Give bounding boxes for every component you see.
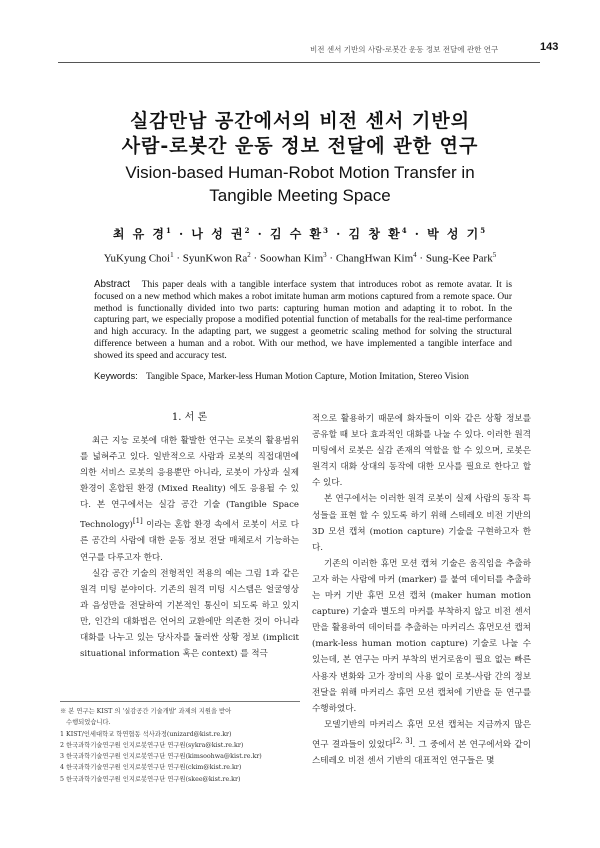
keywords-text: Tangible Space, Marker-less Human Motion Capture, Motion Imitation, Stereo Vision <box>145 372 469 382</box>
footnote-rule <box>60 701 300 702</box>
footnote: 1 KIST/인세대학교 학연협동 석사과정(unizard@kist.re.kr) <box>60 730 232 738</box>
korean-title-line1: 실감만남 공간에서의 비전 센서 기반의 <box>129 110 471 132</box>
author-name: Sung-Kee Park <box>425 252 493 265</box>
footnote: 5 한국과학기술연구원 인지로봇연구단 연구원(skee@kist.re.kr) <box>60 775 241 783</box>
paragraph: 본 연구에서는 이러한 원격 로봇이 실제 사람의 동작 특성들을 표현 할 수 있도록 하기 위해 스테레오 비전 기반의 3D 모션 캡쳐 (motion capture) 기술을 구현하고자 한다. <box>312 494 531 553</box>
paragraph: 기존의 이러한 휴먼 모션 캡쳐 기술은 움직임을 추출하고자 하는 사람에 마커 (marker) 를 붙여 데이터를 추출하는 마커 기반 휴먼 모션 캡쳐 (maker human motion capture) 기술과 별도의 마커를 부착하지 않고 비전 센서만을 활용하여 데이터를 추출하는 마커리스 휴먼모션 캡쳐 (mark-less human motion capture) 기술로 나눌 수 있는데, 본 연구는 마커 부착의 번거로움이 필요 없는 빠른 사용자 변화와 고가 장비의 사용 없이 로봇-사람 간의 정보전달을 위해 마커리스 휴먼 모션 캡쳐에 기반을 둔 연구를 수행하였다. <box>312 558 531 714</box>
author-name: Soowhan Kim <box>259 252 324 265</box>
author-name: SyunKwon Ra <box>182 252 248 265</box>
page-number: 143 <box>540 41 559 53</box>
running-header: 비전 센서 기반의 사람-로봇간 운동 정보 전달에 관한 연구 <box>310 45 499 54</box>
keywords <box>94 370 514 382</box>
header-rule <box>58 62 540 63</box>
author-name: 나 성 권 <box>191 227 245 241</box>
keywords-label: Keywords: <box>94 370 138 381</box>
author-name: ChangHwan Kim <box>335 252 414 265</box>
section-heading: 1. 서 론 <box>171 412 208 423</box>
abstract-text: This paper deals with a tangible interface system that introduces robot as remote avatar. It is focused on a new method which makes a robot imitate human arm motions captured from a remote space. Our method is functionally divided into two parts: capturing human motion and adapting it to robot. In the capturing part, we especially propose a modified potential function of metaballs for the real-time performance and high accuracy. In the adapting part, we suggest a geometric scaling method for solving the structural difference between a human and a robot. With our method, we have implemented a tangible interface and showed its speed and accuracy test. <box>94 280 512 361</box>
footnote: 수행되었습니다. <box>60 719 111 727</box>
right-column <box>312 411 531 769</box>
korean-title-line2: 사람-로봇간 운동 정보 전달에 관한 연구 <box>121 135 479 157</box>
abstract <box>94 279 512 363</box>
author-name: 박 성 기 <box>427 227 481 241</box>
english-title-line1: Vision-based Human-Robot Motion Transfer in <box>125 163 475 182</box>
abstract-label: Abstract <box>94 279 130 290</box>
footnote: 3 한국과학기술연구원 인지로봇연구단 연구원(kimsoohwa@kist.re.kr) <box>60 753 262 761</box>
paragraph: 최근 지능 로봇에 대한 활발한 연구는 로봇의 활용범위를 넓혀주고 있다. 일반적으로 사람과 로봇의 직접대면에 의한 서비스 로봇의 응용뿐만 아니라, 로봇이 가상과 실제 환경이 혼합된 환경 (Mixed Reality) 에도 응용될 수 있다. 본 연구에서는 실감 공간 기술 (Tangible Space Technology)[1] 이라는 혼합 환경 속에서 로봇이 서로 다른 공간의 사람에 대한 운동 정보 전달 매체로서 기능하는 연구를 다루고자 한다. <box>80 436 299 563</box>
author-name: YuKyung Choi <box>103 252 171 265</box>
footnote: 4 한국과학기술연구원 인지로봇연구단 연구원(ckim@kist.re.kr) <box>60 764 242 772</box>
author-name: 김 창 환 <box>348 227 402 241</box>
footnotes <box>60 706 300 785</box>
korean-authors: 최 유 경$^1$ · 나 성 권$^2$ · 김 수 환$^3$ · 김 창 환$^4$ · 박 성 기$^5$ <box>112 226 488 241</box>
footnote: ※ 본 연구는 KIST 의 '실감공간 기술개발' 과제의 지원을 받아 <box>60 708 232 715</box>
left-column <box>80 433 299 662</box>
author-name: 김 수 환 <box>269 227 324 241</box>
english-authors: YuKyung Choi$^1$ · SyunKwon $Ra^2$ · Soowhan Kim$^3$ · ChangHwan Kim$^4$ · Sung-Kee Park$^5$ <box>103 251 497 265</box>
english-title-line2: Tangible Meeting Space <box>209 186 391 205</box>
paragraph: 적으로 활용하기 때문에 화자들이 이와 같은 상황 정보를 공유할 때 보다 효과적인 대화를 나눌 수 있다. 이러한 원격 미팅에서 로봇은 실감 존재의 역할을 할 수 있으며, 로봇은 원격지 대화 상대의 동작에 대한 모사를 필요로 한다고 할 수 있다. <box>312 414 531 489</box>
author-name: 최 유 경 <box>112 227 166 241</box>
paragraph: 실감 공간 기술의 전형적인 적용의 예는 그림 1과 같은 원격 미팅 분야이다. 기존의 원격 미팅 시스템은 얼굴영상과 음성만을 전달하여 기본적인 통신이 되도록 하고 있지만, 인간의 대화법은 언어의 교환에만 의존한 것이 아니라 대화를 나누고 있는 당사자를 둘러싼 상황 정보 (implicit situational information 혹은 context) 를 적극 <box>80 568 299 660</box>
paragraph: 모델기반의 마커리스 휴먼 모션 캡쳐는 지금까지 많은 연구 결과들이 있었다[2, 3]. 그 중에서 본 연구에서와 같이 스테레오 비전 센서 기반의 대표적인 연구들은 몇 <box>312 719 531 766</box>
footnote: 2 한국과학기술연구원 인지로봇연구단 연구원(sykra@kist.re.kr) <box>60 741 244 749</box>
